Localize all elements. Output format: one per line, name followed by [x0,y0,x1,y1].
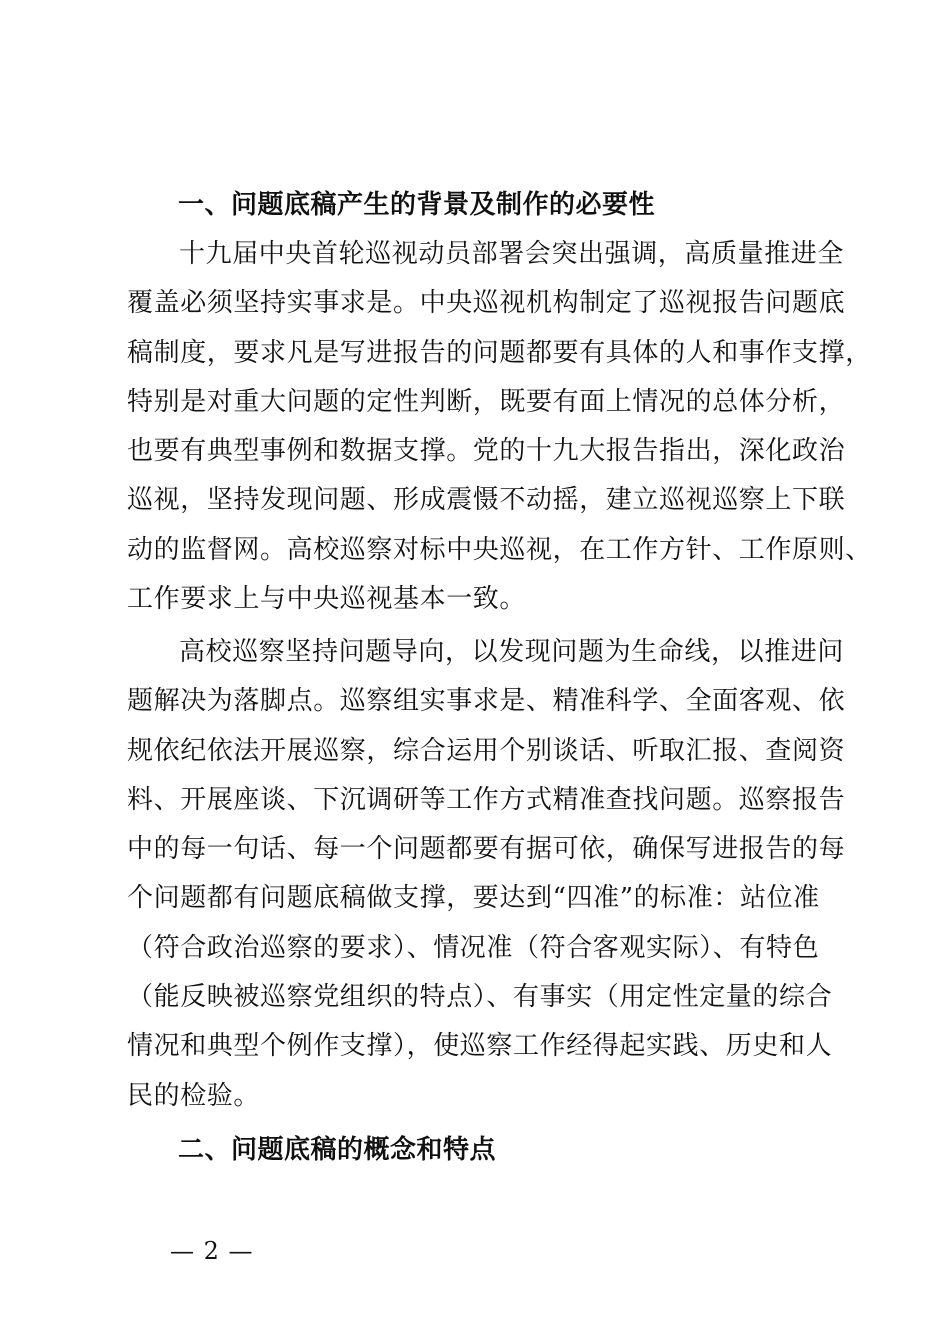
paragraph-line: 情况和典型个例作支撑），使巡察工作经得起实践、历史和人 [127,1031,833,1062]
paragraph-line: 也要有典型事例和数据支撑。党的十九大报告指出，深化政治 [127,436,846,467]
paragraph-line: 料、开展座谈、下沉调研等工作方式精准查找问题。巡察报告 [127,784,846,815]
paragraph-line: 覆盖必须坚持实事求是。中央巡视机构制定了巡视报告问题底 [127,288,846,319]
paragraph-line: 高校巡察坚持问题导向，以发现问题为生命线，以推进问 [179,637,845,667]
paragraph-line: （符合政治巡察的要求）、情况准（符合客观实际）、有特色 [127,932,820,963]
paragraph-line: （能反映被巡察党组织的特点）、有事实（用定性定量的综合 [127,982,833,1013]
paragraph-line: 工作要求上与中央巡视基本一致。 [127,584,527,615]
paragraph-line: 规依纪依法开展巡察，综合运用个别谈话、听取汇报、查阅资 [127,735,846,766]
page-number: — 2 — [170,1237,254,1265]
paragraph-2 [127,628,846,1121]
paragraph-line: 个问题都有问题底稿做支撑，要达到“四准”的标准：站位准 [127,883,820,914]
paragraph-line: 民的检验。 [127,1080,261,1111]
paragraph-line: 动的监督网。高校巡察对标中央巡视，在工作方针、工作原则、 [127,534,872,565]
paragraph-line: 特别是对重大问题的定性判断，既要有面上情况的总体分析， [127,386,846,417]
section-heading-1: 一、问题底稿产生的背景及制作的必要性 [178,190,656,220]
section-heading-2: 二、问题底稿的概念和特点 [178,1135,497,1165]
paragraph-line: 巡视，坚持发现问题、形成震慑不动摇，建立巡视巡察上下联 [127,485,846,516]
paragraph-1 [127,230,872,624]
paragraph-line: 中的每一句话、每一个问题都要有据可依，确保写进报告的每 [127,834,846,865]
paragraph-line: 稿制度，要求凡是写进报告的问题都要有具体的人和事作支撑， [127,337,872,368]
paragraph-line: 十九届中央首轮巡视动员部署会突出强调，高质量推进全 [179,239,845,269]
paragraph-line: 题解决为落脚点。巡察组实事求是、精准科学、全面客观、依 [127,686,846,717]
